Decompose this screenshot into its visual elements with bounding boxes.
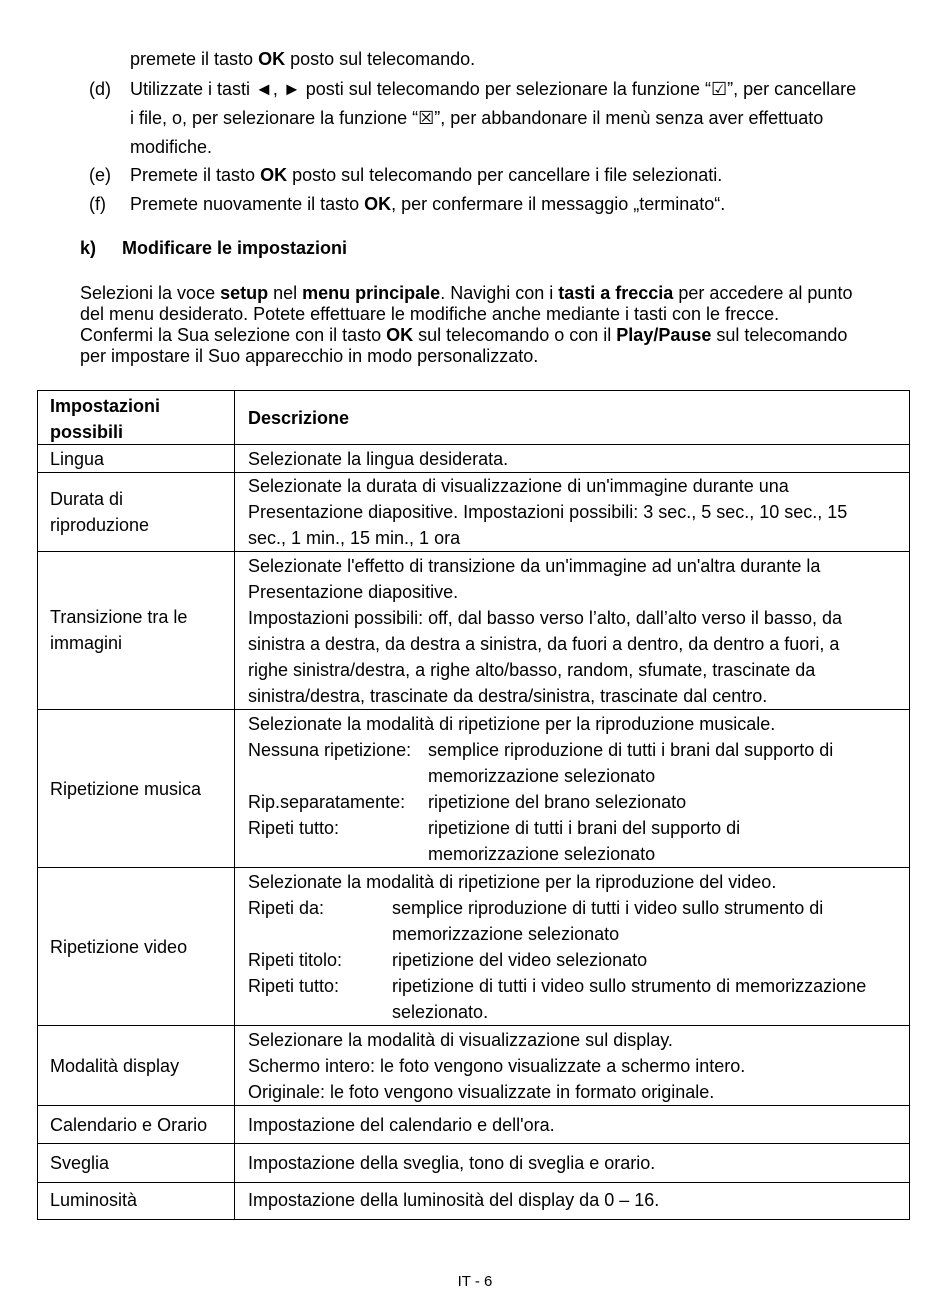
row-modalita-display-desc: Selezionare la modalità di visualizzazione sul display. Schermo intero: le foto vengono visualizzate a schermo intero. Originale: le foto vengono visualizzate in formato originale. xyxy=(248,1030,746,1102)
table-row-divider xyxy=(37,444,910,445)
row-ripetizione-video-desc: Selezionate la modalità di ripetizione per la riproduzione del video. Ripeti da: semplice riproduzione di tutti i video sullo strumento di memorizzazione selezionato Ripeti titolo: ripetizione del video selezionato Ripeti tutto: ripetizione di tutti i video sullo strumento di memorizzazione selezionato. xyxy=(248,872,867,1022)
step-d-label: (d) xyxy=(89,79,111,99)
table-header-col2: Descrizione xyxy=(248,408,350,428)
row-luminosita-name: Luminosità xyxy=(50,1190,138,1210)
table-row-divider xyxy=(37,1105,910,1106)
section-title: Modificare le impostazioni xyxy=(122,238,348,258)
right-arrow-icon: ► xyxy=(282,79,301,99)
table-row-divider xyxy=(37,1025,910,1026)
step-e-label: (e) xyxy=(89,165,111,185)
row-ripetizione-musica-desc: Selezionate la modalità di ripetizione per la riproduzione musicale. Nessuna ripetizione: semplice riproduzione di tutti i brani dal supporto di memorizzazione selezionato Rip.separatamente: ripetizione del brano selezionato Ripeti tutto: ripetizione di tutti i brani del supporto di memorizzazione selezionato xyxy=(248,714,834,864)
intro-line-2: del menu desiderato. Potete effettuare le modifiche anche mediante i tasti con le frecce. xyxy=(80,304,780,324)
row-sveglia-name: Sveglia xyxy=(50,1153,110,1173)
table-row-divider xyxy=(37,867,910,868)
step-d-line-3: modifiche. xyxy=(130,137,213,157)
table-header-col1: Impostazioni possibili xyxy=(50,396,161,442)
row-ripetizione-video-name: Ripetizione video xyxy=(50,937,188,957)
step-c-continuation: premete il tasto OK posto sul telecomando. xyxy=(130,49,476,69)
row-calendario-desc: Impostazione del calendario e dell'ora. xyxy=(248,1115,555,1135)
table-row-divider xyxy=(37,1143,910,1144)
row-calendario-name: Calendario e Orario xyxy=(50,1115,208,1135)
step-e-text: Premete il tasto OK posto sul telecomando per cancellare i file selezionati. xyxy=(130,165,723,185)
table-row-divider xyxy=(37,709,910,710)
intro-line-4: per impostare il Suo apparecchio in modo personalizzato. xyxy=(80,346,539,366)
row-lingua-name: Lingua xyxy=(50,449,105,469)
step-d-line-2: i file, o, per selezionare la funzione “☒”, per abbandonare il menù senza aver effettuato xyxy=(130,108,824,128)
row-durata-desc: Selezionate la durata di visualizzazione di un'immagine durante una Presentazione diapositive. Impostazioni possibili: 3 sec., 5 sec., 10 sec., 15 sec., 1 min., 15 min., 1 ora xyxy=(248,476,848,548)
row-luminosita-desc: Impostazione della luminosità del display da 0 – 16. xyxy=(248,1190,660,1210)
table-column-divider xyxy=(234,390,235,1220)
row-durata-name: Durata di riproduzione xyxy=(50,489,150,535)
table-row-divider xyxy=(37,551,910,552)
row-ripetizione-musica-name: Ripetizione musica xyxy=(50,779,202,799)
left-arrow-icon: ◄ xyxy=(255,79,273,99)
row-transizione-desc: Selezionate l'effetto di transizione da un'immagine ad un'altra durante la Presentazione diapositive. Impostazioni possibili: off, dal basso verso l’alto, dall’alto verso il basso, da sinistra a destra, da destra a sinistra, da fuori a dentro, da dentro a fuori, a righe sinistra/destra, a righe alto/basso, random, sfumate, trascinate da sinistra/destra, trascinate da destra/sinistra, trascinate dal centro. xyxy=(248,556,842,706)
page-number: IT - 6 xyxy=(457,1273,493,1290)
intro-line-1: Selezioni la voce setup nel menu principale. Navighi con i tasti a freccia per accedere al punto xyxy=(80,283,853,303)
step-f-text: Premete nuovamente il tasto OK, per confermare il messaggio „terminato“. xyxy=(130,194,726,214)
row-lingua-desc: Selezionate la lingua desiderata. xyxy=(248,449,509,469)
row-transizione-name: Transizione tra le immagini xyxy=(50,607,188,653)
row-sveglia-desc: Impostazione della sveglia, tono di sveglia e orario. xyxy=(248,1153,656,1173)
step-f-label: (f) xyxy=(89,194,106,214)
table-row-divider xyxy=(37,1182,910,1183)
row-modalita-display-name: Modalità display xyxy=(50,1056,180,1076)
step-d-line-1: Utilizzate i tasti ◄, ► posti sul telecomando per selezionare la funzione “☑”, per cancellare xyxy=(130,79,857,99)
intro-line-3: Confermi la Sua selezione con il tasto OK sul telecomando o con il Play/Pause sul telecomando xyxy=(80,325,848,345)
section-label: k) xyxy=(80,238,97,258)
